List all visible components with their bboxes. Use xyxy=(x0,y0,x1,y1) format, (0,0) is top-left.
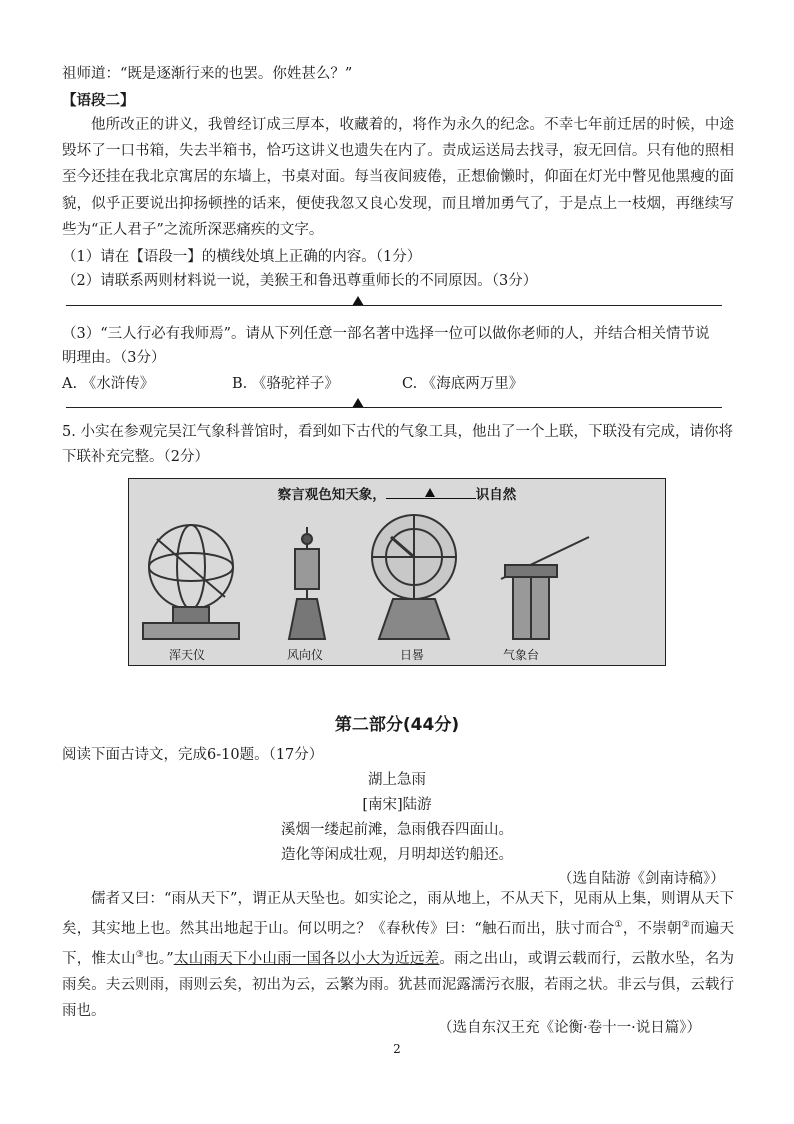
prose-part-2: ，不崇朝 xyxy=(622,921,682,938)
segment2-text: 他所改正的讲义，我曾经订成三厚本，收藏着的，将作为永久的纪念。不幸七年前迁居的时候，中途毁坏了一口书箱，失去半箱书，恰巧这讲义也遗失在内了。责成运送局去找寻，寂无回信。只有他的照相至今还挂在我北京寓居的东墙上，书桌对面。每当夜间疲倦，正想偷懒时，仰面在灯光中瞥见他黑瘦的面貌，似乎正要说出抑扬顿挫的话来，便使我忽又良心发现，而且增加勇气了，于是点上一枝烟，再继续写些为“正人君子”之流所深恶痛疾的文字。 xyxy=(62,117,734,238)
question-5-line2: 下联补充完整。（2分） xyxy=(62,449,209,465)
poem-source: （选自陆游《剑南诗稿》） xyxy=(558,871,725,887)
prose-part-1: 儒者又曰：“雨从天下”，谓正从天坠也。如实论之，雨从地上，不从天下，见雨从上集，则谓从天下矣，其实地上也。然其出地起于山。何以明之？《春秋传》曰：“触石而出，肤寸而合 xyxy=(62,891,734,938)
armillary-sphere-icon xyxy=(143,525,239,639)
footnote-1: ① xyxy=(614,920,623,931)
instrument-label-armillary: 浑天仪 xyxy=(169,648,206,662)
option-c[interactable]: C. 《海底两万里》 xyxy=(402,376,524,392)
question-3-line2: 明理由。（3分） xyxy=(62,350,166,366)
question-2: （2）请联系两则材料说一说，美猴王和鲁迅尊重师长的不同原因。（3分） xyxy=(62,273,538,289)
prose-part-3: 而遍天下，惟太山 xyxy=(62,921,734,968)
segment2-label: 【语段二】 xyxy=(62,92,135,109)
answer-line[interactable] xyxy=(66,305,722,306)
poem-line-1: 溪烟一缕起前滩，急雨俄吞四面山。 xyxy=(281,822,513,838)
couplet-first-half: 察言观色知天象， xyxy=(277,487,386,503)
instrument-label-wind-vane: 风向仪 xyxy=(287,648,324,662)
wind-vane-icon xyxy=(289,527,325,639)
poem-line-2: 造化等闲成壮观，月明却送钓船还。 xyxy=(281,847,513,863)
instruments-illustration xyxy=(129,479,665,665)
couplet-second-half: 识自然 xyxy=(475,487,517,503)
prose-part-5: 。雨之出山，或谓云载而行，云散水坠，名为雨矣。夫云则雨，雨则云矣，初出为云，云繁为雨。犹甚而泥露濡污衣服，若雨之状。非云与俱，云载行雨也。 xyxy=(62,951,735,1020)
poem-title: 湖上急雨 xyxy=(368,772,426,788)
poem-author: [南宋]陆游 xyxy=(362,797,432,813)
prose-source: （选自东汉王充《论衡·卷十一·说日篇》） xyxy=(438,1020,701,1036)
underlined-sentence: 太山雨天下小山雨一国各以小大为近远差 xyxy=(173,951,440,968)
question-3-line1: （3）“三人行必有我师焉”。请从下列任意一部名著中选择一位可以做你老师的人，并结合相关情节说 xyxy=(62,326,710,342)
part2-title: 第二部分(44分) xyxy=(334,715,460,735)
reading-instruction: 阅读下面古诗文，完成6-10题。（17分） xyxy=(62,747,324,763)
instrument-label-observatory: 气象台 xyxy=(503,648,540,662)
answer-line[interactable] xyxy=(66,407,722,408)
instrument-label-sundial: 日晷 xyxy=(400,648,425,662)
observatory-icon xyxy=(501,537,589,639)
option-a[interactable]: A. 《水浒传》 xyxy=(62,376,155,392)
footnote-3: ③ xyxy=(135,950,145,961)
page-number: 2 xyxy=(393,1042,401,1056)
option-b[interactable]: B. 《骆驼祥子》 xyxy=(232,376,339,392)
sundial-icon xyxy=(372,515,456,639)
footnote-2: ② xyxy=(681,920,691,931)
question-1: （1）请在【语段一】的横线处填上正确的内容。（1分） xyxy=(62,249,422,265)
prose-passage xyxy=(62,886,734,1025)
question-5-line1: 5. 小实在参观完吴江气象科普馆时，看到如下古代的气象工具，他出了一个上联，下联没有完成，请你将 xyxy=(62,424,733,440)
weather-instruments-figure xyxy=(128,478,666,666)
top-quote-line: 祖师道：“既是逐渐行来的也罢。你姓甚么？” xyxy=(62,66,353,82)
prose-part-4: 也。” xyxy=(144,951,174,968)
